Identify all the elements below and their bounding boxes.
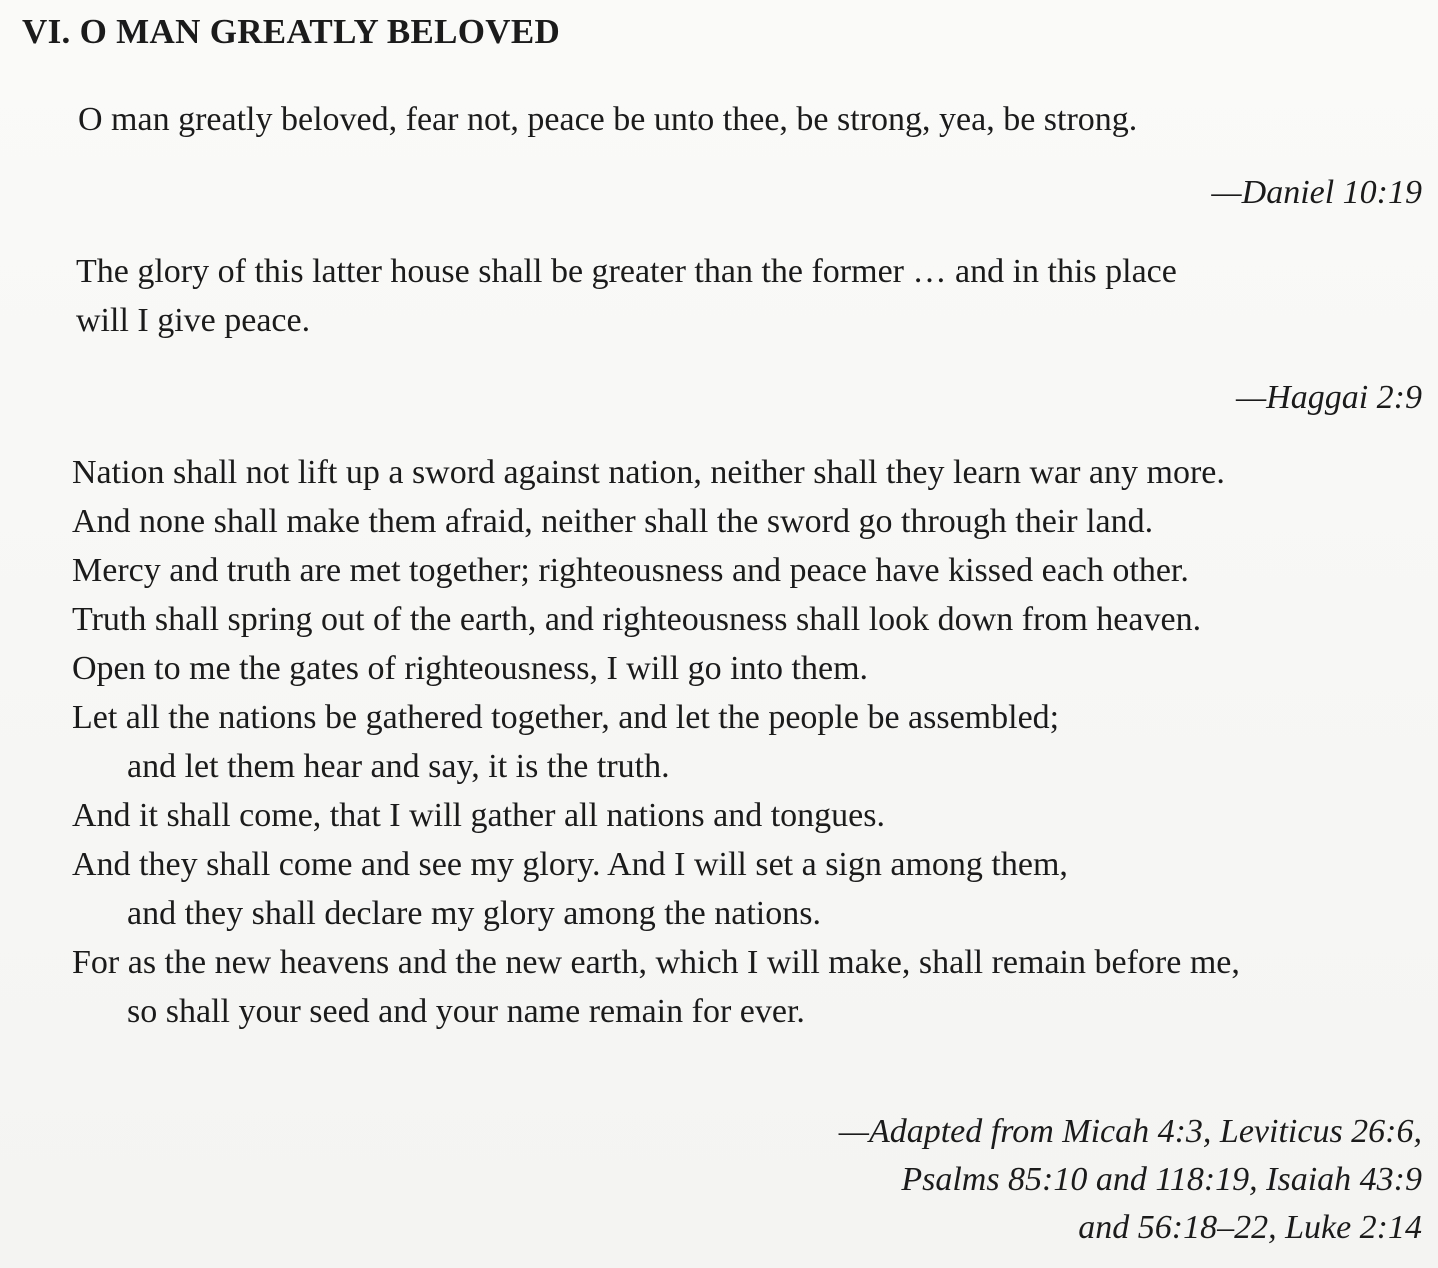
verse-line: And it shall come, that I will gather all nations and tongues.: [72, 797, 885, 834]
citation-adapted: [839, 1108, 1422, 1252]
verse-line: For as the new heavens and the new earth, which I will make, shall remain before me,: [72, 944, 1240, 981]
verse-line-continuation: so shall your seed and your name remain for ever.: [127, 993, 805, 1030]
verse-line: Nation shall not lift up a sword against nation, neither shall they learn war any more.: [72, 454, 1225, 491]
citation-line: Psalms 85:10 and 118:19, Isaiah 43:9: [901, 1161, 1422, 1198]
passage-line: will I give peace.: [76, 302, 311, 339]
section-heading: VI. O MAN GREATLY BELOVED: [22, 12, 561, 51]
verse-block: [72, 448, 1240, 1036]
verse-line: And none shall make them afraid, neither shall the sword go through their land.: [72, 503, 1154, 540]
passage-line: The glory of this latter house shall be greater than the former … and in this place: [76, 253, 1177, 290]
verse-line: Truth shall spring out of the earth, and righteousness shall look down from heaven.: [72, 601, 1202, 638]
passage-daniel: [78, 95, 1137, 144]
passage-haggai: [76, 247, 1177, 345]
verse-line: Open to me the gates of righteousness, I will go into them.: [72, 650, 869, 687]
citation-daniel: —Daniel 10:19: [1211, 174, 1422, 211]
passage-line: O man greatly beloved, fear not, peace be unto thee, be strong, yea, be strong.: [78, 101, 1138, 138]
citation-line: and 56:18–22, Luke 2:14: [1078, 1209, 1422, 1246]
citation-line: —Adapted from Micah 4:3, Leviticus 26:6,: [838, 1113, 1422, 1150]
verse-line: And they shall come and see my glory. And I will set a sign among them,: [72, 846, 1068, 883]
verse-line-continuation: and they shall declare my glory among the nations.: [127, 895, 821, 932]
verse-line: Let all the nations be gathered together, and let the people be assembled;: [72, 699, 1060, 736]
verse-line-continuation: and let them hear and say, it is the truth.: [127, 748, 670, 785]
verse-line: Mercy and truth are met together; righteousness and peace have kissed each other.: [72, 552, 1189, 589]
citation-haggai: —Haggai 2:9: [1235, 379, 1422, 416]
